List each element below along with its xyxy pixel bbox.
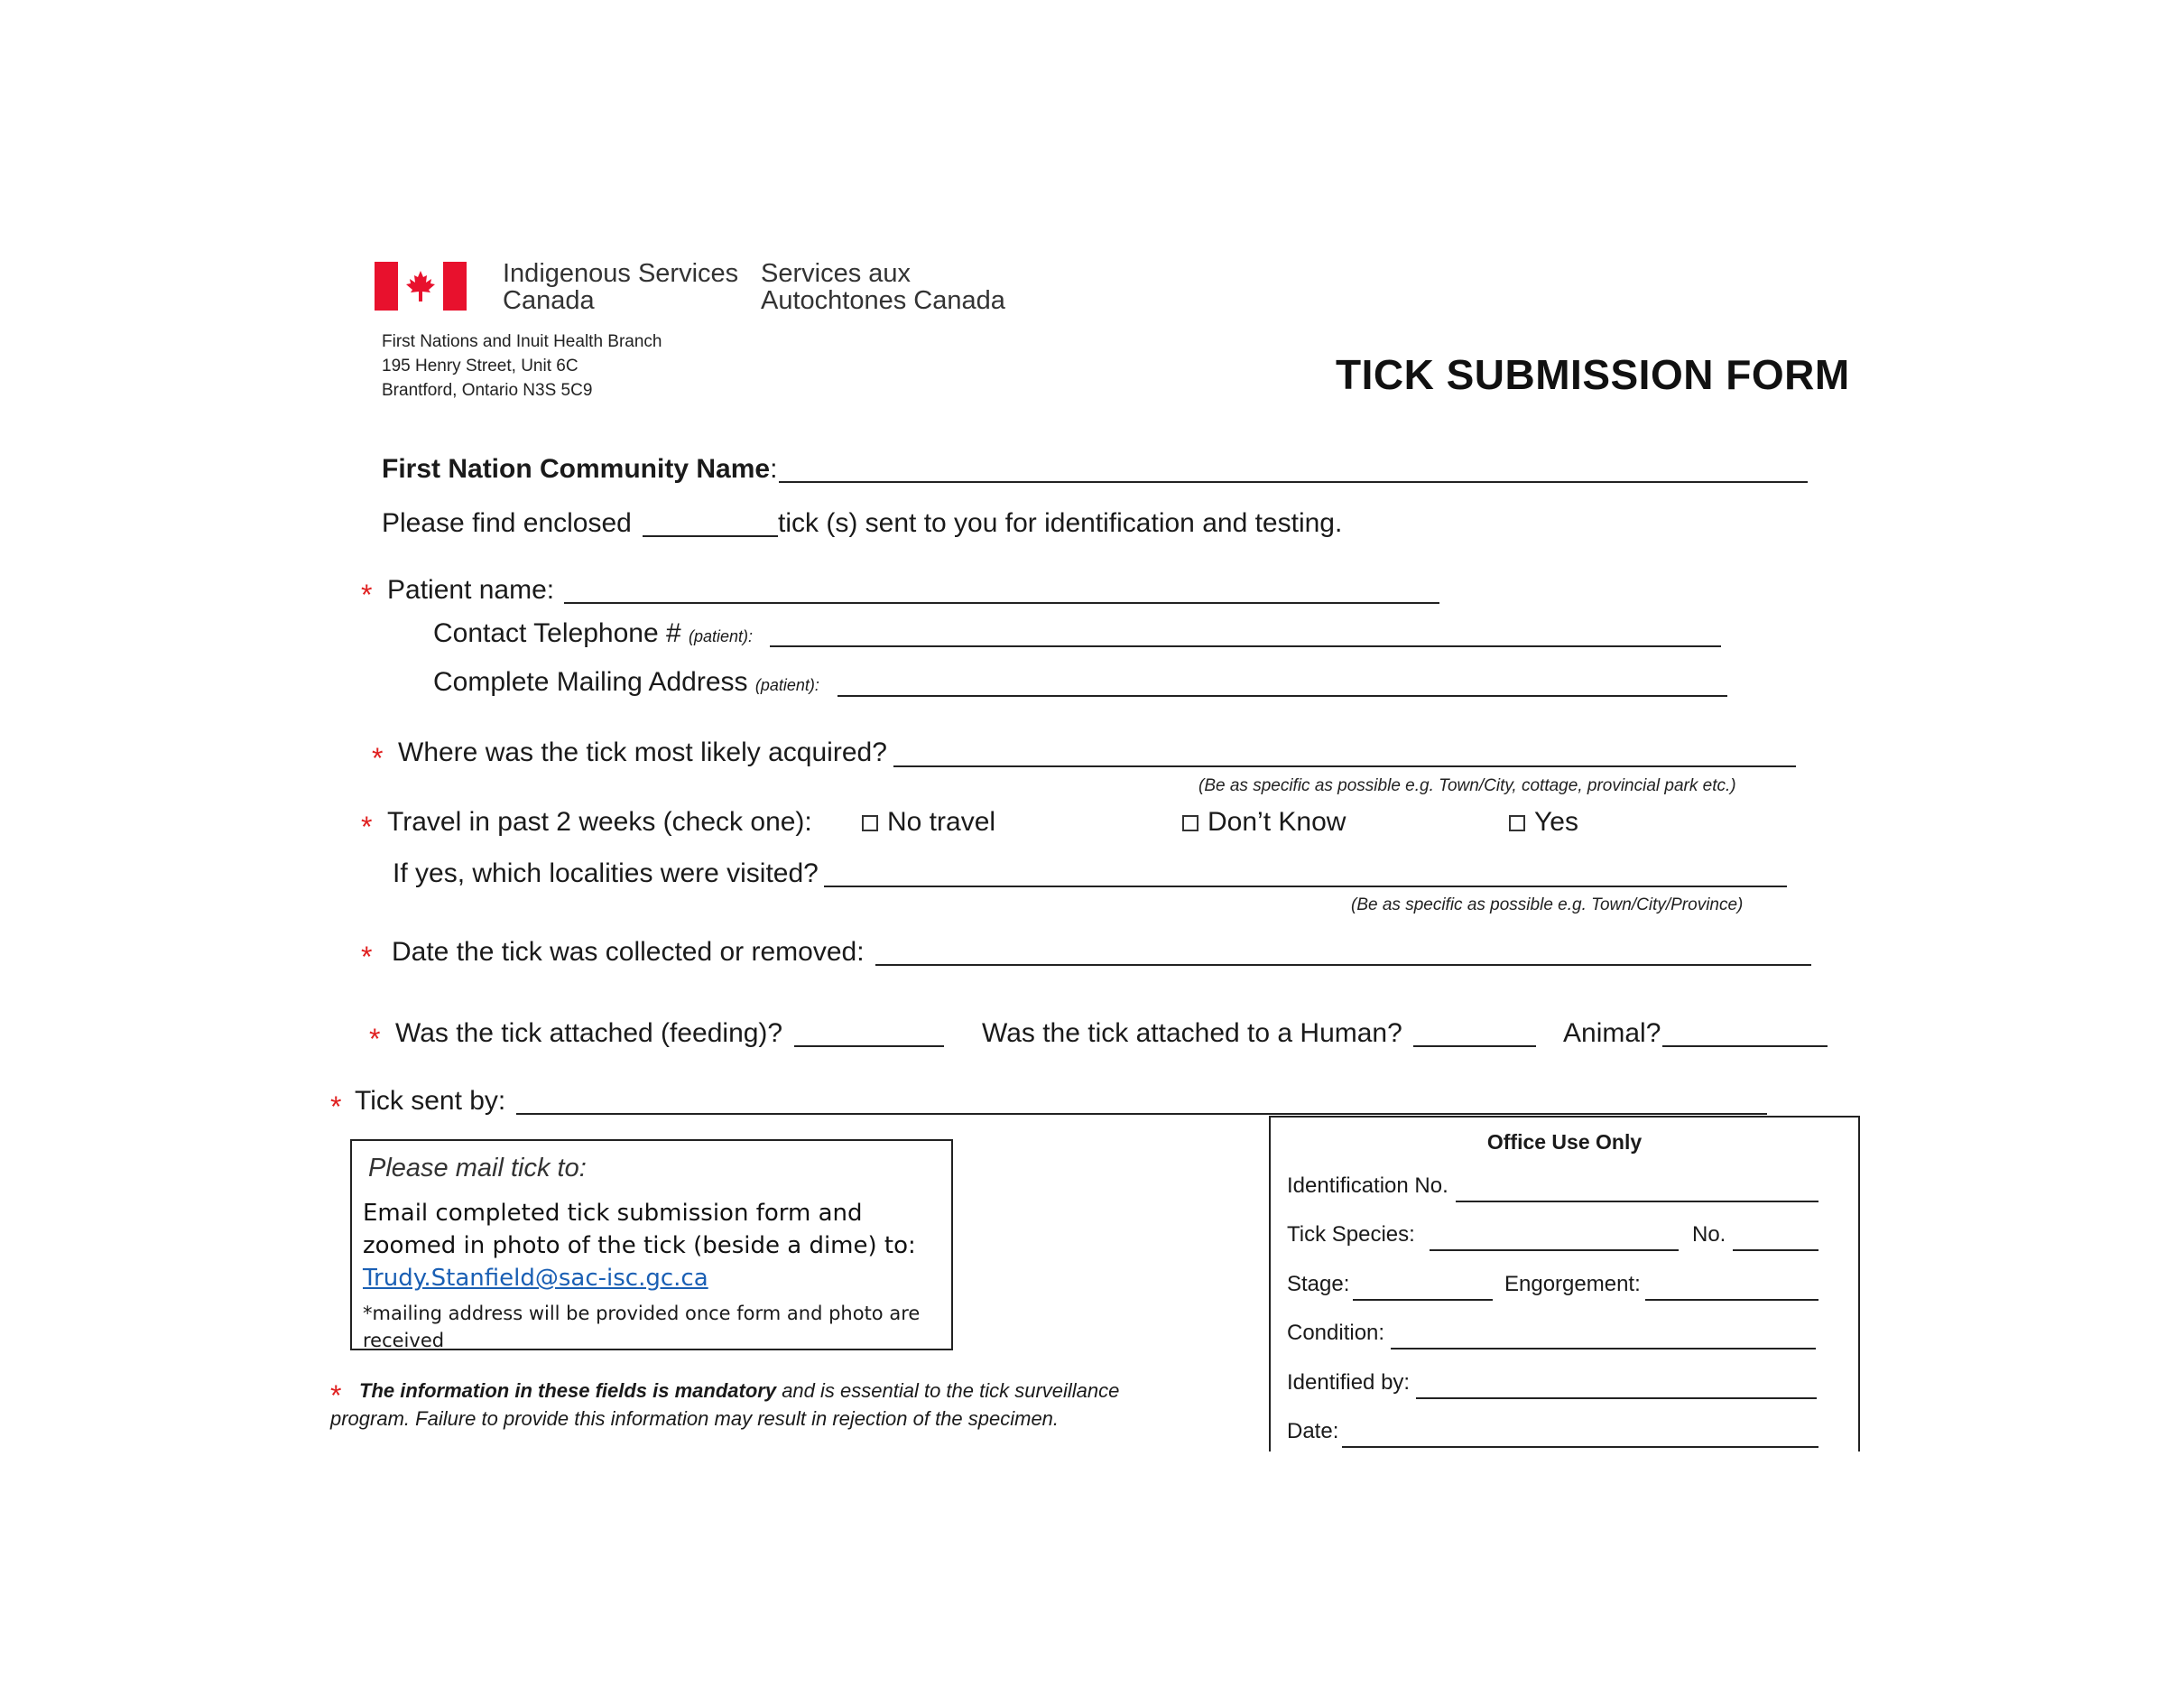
travel-option-dont-know[interactable] bbox=[1182, 807, 1346, 838]
address-input-line[interactable] bbox=[838, 695, 1727, 697]
localities-hint: (Be as specific as possible e.g. Town/City/Province) bbox=[1351, 895, 1744, 914]
checkbox-icon[interactable] bbox=[1509, 815, 1525, 831]
phone-label bbox=[433, 618, 753, 649]
date-collected-input-line[interactable] bbox=[875, 964, 1811, 966]
required-star: * bbox=[361, 579, 373, 611]
date-collected-label: Date the tick was collected or removed: bbox=[392, 937, 865, 967]
enclosed-prefix: Please find enclosed bbox=[382, 508, 632, 538]
branch-address bbox=[382, 329, 662, 403]
attached-input-line[interactable] bbox=[794, 1045, 944, 1047]
mandatory-rest: and is essential to the tick surveillance bbox=[776, 1379, 1120, 1402]
no-travel-label: No travel bbox=[887, 807, 996, 837]
mail-instructions-box bbox=[350, 1139, 953, 1350]
office-date-input-line[interactable] bbox=[1342, 1446, 1818, 1448]
mail-body bbox=[363, 1197, 949, 1294]
mail-body-text: Email completed tick submission form and zoomed in photo of the tick (beside a dime) to: bbox=[363, 1200, 916, 1259]
mail-fine-print: *mailing address will be provided once form and photo are received bbox=[363, 1303, 921, 1351]
number-label: No. bbox=[1692, 1222, 1726, 1247]
maple-leaf-icon bbox=[404, 269, 437, 303]
identification-input-line[interactable] bbox=[1456, 1201, 1818, 1202]
community-label bbox=[382, 454, 777, 485]
address-label-text: Complete Mailing Address bbox=[433, 667, 748, 697]
canada-flag-logo bbox=[375, 262, 467, 311]
stage-label: Stage: bbox=[1287, 1272, 1350, 1296]
required-star: * bbox=[372, 742, 384, 774]
page-title: TICK SUBMISSION FORM bbox=[1336, 351, 1850, 398]
animal-label: Animal? bbox=[1563, 1018, 1661, 1048]
attached-label: Was the tick attached (feeding)? bbox=[395, 1018, 783, 1048]
mandatory-note-line2: program. Failure to provide this information may result in rejection of the specimen. bbox=[330, 1407, 1060, 1430]
yes-label: Yes bbox=[1534, 807, 1578, 837]
acquired-hint: (Be as specific as possible e.g. Town/City, cottage, provincial park etc.) bbox=[1198, 776, 1736, 795]
required-star: * bbox=[361, 811, 373, 843]
travel-label: Travel in past 2 weeks (check one): bbox=[387, 807, 812, 837]
dont-know-label: Don’t Know bbox=[1208, 807, 1346, 837]
branch-name: First Nations and Inuit Health Branch bbox=[382, 332, 662, 351]
community-colon: : bbox=[770, 454, 778, 484]
community-input-line[interactable] bbox=[779, 481, 1808, 483]
required-star: * bbox=[330, 1379, 342, 1412]
travel-option-no-travel[interactable] bbox=[862, 807, 995, 838]
engorgement-input-line[interactable] bbox=[1645, 1299, 1818, 1301]
acquired-label: Where was the tick most likely acquired? bbox=[398, 737, 887, 767]
phone-label-text: Contact Telephone # bbox=[433, 618, 681, 648]
identified-by-input-line[interactable] bbox=[1416, 1397, 1817, 1399]
dept-fr-line1: Services aux bbox=[761, 259, 912, 288]
enclosed-suffix: tick (s) sent to you for identification and testing. bbox=[778, 508, 1343, 538]
stage-input-line[interactable] bbox=[1353, 1299, 1493, 1301]
dept-en-line1: Indigenous Services bbox=[503, 259, 739, 288]
address-label bbox=[433, 667, 819, 698]
email-link[interactable]: Trudy.Stanfield@sac-isc.gc.ca bbox=[363, 1265, 708, 1292]
sent-by-input-line[interactable] bbox=[516, 1113, 1767, 1115]
human-label: Was the tick attached to a Human? bbox=[982, 1018, 1402, 1048]
branch-city: Brantford, Ontario N3S 5C9 bbox=[382, 381, 593, 400]
acquired-input-line[interactable] bbox=[893, 765, 1796, 767]
mandatory-bold: The information in these fields is mandatory bbox=[359, 1379, 777, 1402]
required-star: * bbox=[361, 941, 373, 973]
required-star: * bbox=[369, 1023, 381, 1055]
required-star: * bbox=[330, 1090, 342, 1123]
branch-street: 195 Henry Street, Unit 6C bbox=[382, 357, 578, 376]
localities-input-line[interactable] bbox=[824, 886, 1787, 887]
travel-option-yes[interactable] bbox=[1509, 807, 1578, 838]
checkbox-icon[interactable] bbox=[862, 815, 878, 831]
condition-input-line[interactable] bbox=[1391, 1348, 1816, 1349]
localities-label: If yes, which localities were visited? bbox=[393, 858, 819, 888]
phone-note: (patient): bbox=[689, 627, 754, 645]
department-name-en bbox=[503, 260, 738, 314]
checkbox-icon[interactable] bbox=[1182, 815, 1198, 831]
identification-label: Identification No. bbox=[1287, 1173, 1448, 1198]
condition-label: Condition: bbox=[1287, 1321, 1385, 1345]
mandatory-note-line1 bbox=[359, 1379, 1119, 1403]
engorgement-label: Engorgement: bbox=[1504, 1272, 1641, 1296]
phone-input-line[interactable] bbox=[770, 645, 1721, 647]
dept-en-line2: Canada bbox=[503, 286, 595, 315]
identified-by-label: Identified by: bbox=[1287, 1370, 1411, 1395]
human-input-line[interactable] bbox=[1413, 1045, 1536, 1047]
species-input-line[interactable] bbox=[1430, 1249, 1679, 1251]
department-name-fr bbox=[761, 260, 1005, 314]
dept-fr-line2: Autochtones Canada bbox=[761, 286, 1005, 315]
animal-input-line[interactable] bbox=[1662, 1045, 1828, 1047]
office-use-box bbox=[1269, 1116, 1860, 1451]
patient-name-label: Patient name: bbox=[387, 575, 555, 605]
tick-count-input-line[interactable] bbox=[643, 535, 778, 537]
species-label: Tick Species: bbox=[1287, 1222, 1415, 1247]
community-label-text: First Nation Community Name bbox=[382, 454, 771, 484]
address-note: (patient): bbox=[754, 676, 819, 694]
number-input-line[interactable] bbox=[1733, 1249, 1818, 1251]
mail-heading: Please mail tick to: bbox=[368, 1154, 587, 1183]
sent-by-label: Tick sent by: bbox=[355, 1086, 506, 1116]
patient-name-input-line[interactable] bbox=[564, 602, 1439, 604]
office-use-title: Office Use Only bbox=[1486, 1130, 1643, 1154]
office-date-label: Date: bbox=[1287, 1419, 1339, 1443]
